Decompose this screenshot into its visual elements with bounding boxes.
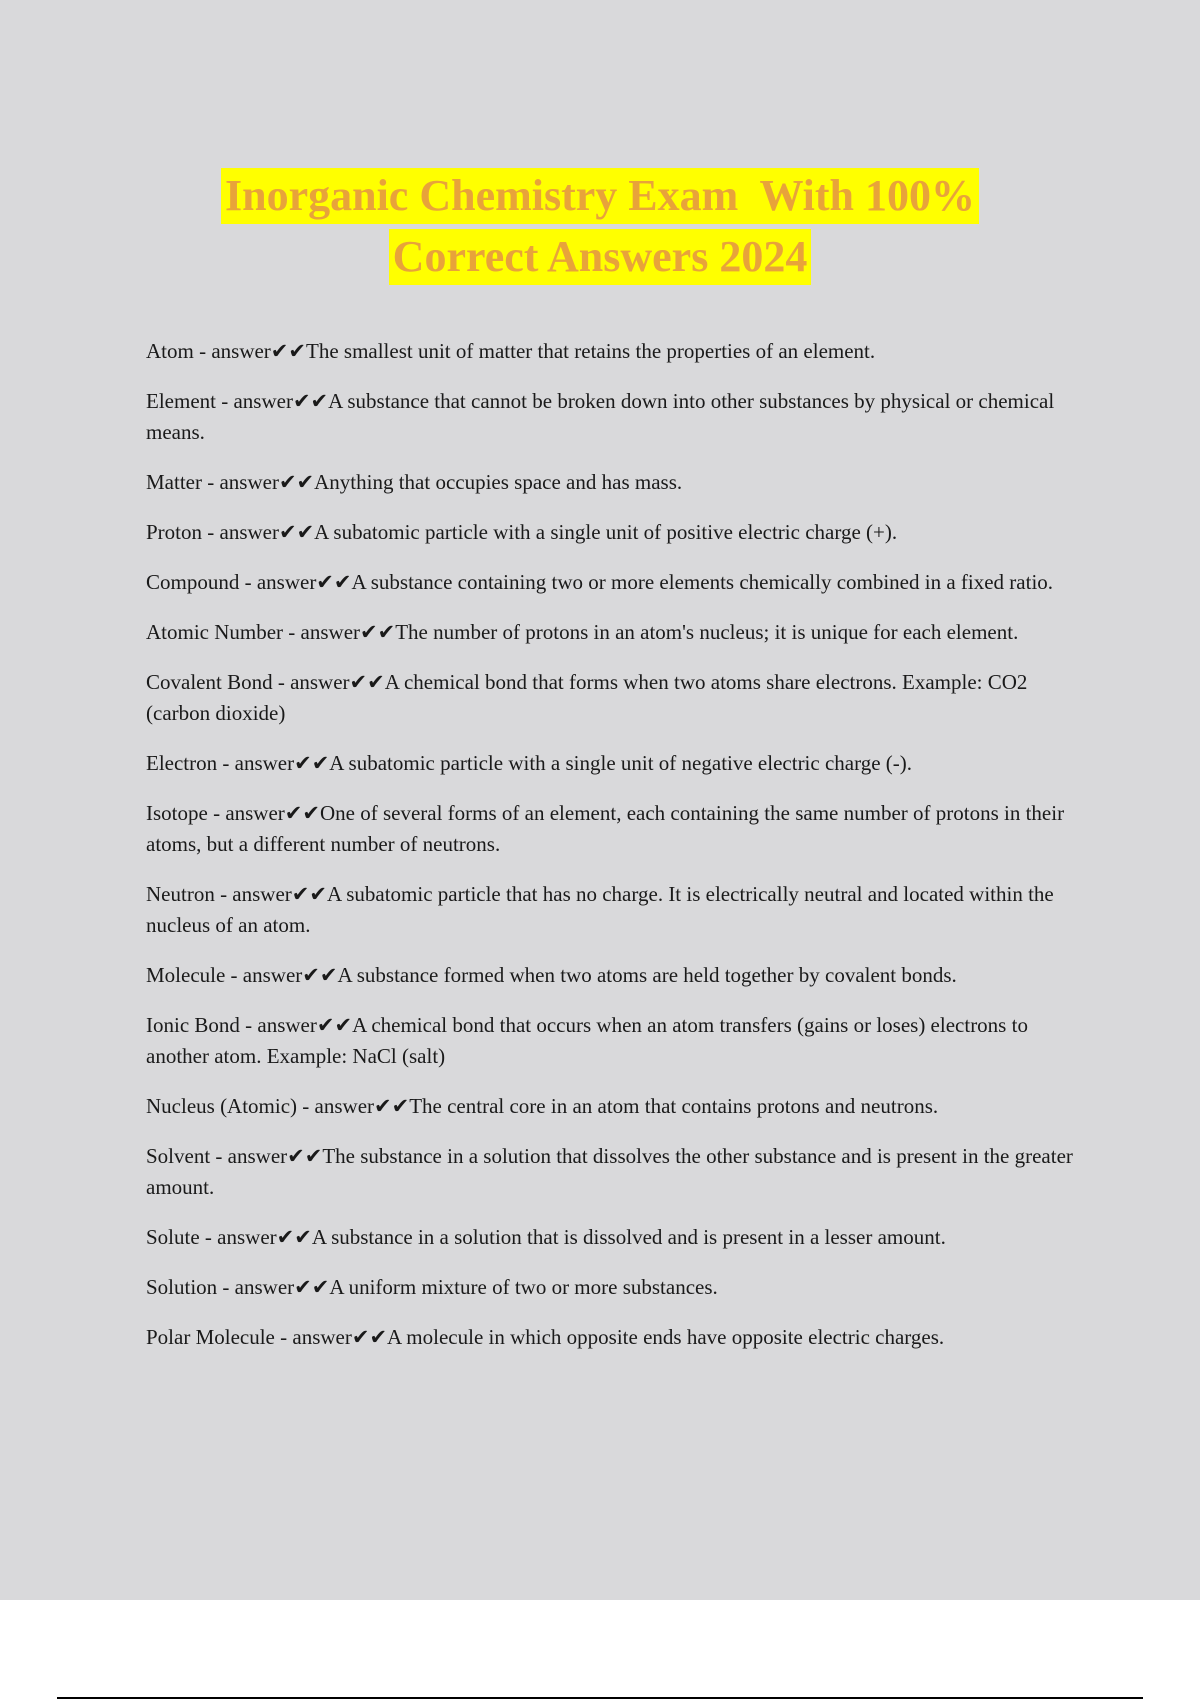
qa-entry-covalent-bond: Covalent Bond - answer✔✔A chemical bond that forms when two atoms share electrons. Example: CO2 (carbon dioxide) (146, 670, 1028, 725)
qa-entry-compound: Compound - answer✔✔A substance containing two or more elements chemically combined in a fixed ratio. (146, 570, 1054, 594)
qa-entry-atomic-number: Atomic Number - answer✔✔The number of protons in an atom's nucleus; it is unique for each element. (146, 620, 1019, 644)
qa-entry-nucleus: Nucleus (Atomic) - answer✔✔The central core in an atom that contains protons and neutrons. (146, 1094, 939, 1118)
document-title (0, 168, 1200, 290)
qa-entry-ionic-bond: Ionic Bond - answer✔✔A chemical bond that occurs when an atom transfers (gains or loses) electrons to another atom. Example: NaCl (salt) (146, 1013, 1028, 1068)
qa-entry-molecule: Molecule - answer✔✔A substance formed when two atoms are held together by covalent bonds. (146, 963, 957, 987)
qa-entry-solvent: Solvent - answer✔✔The substance in a solution that dissolves the other substance and is present in the greater amount. (146, 1144, 1073, 1199)
qa-list (146, 336, 1092, 1372)
qa-entry-matter: Matter - answer✔✔Anything that occupies space and has mass. (146, 470, 683, 494)
qa-entry-element: Element - answer✔✔A substance that cannot be broken down into other substances by physical or chemical means. (146, 389, 1055, 444)
footer-divider (57, 1697, 1143, 1699)
title-line-1: Inorganic Chemistry Exam With 100% (221, 168, 979, 224)
qa-entry-solute: Solute - answer✔✔A substance in a solution that is dissolved and is present in a lesser amount. (146, 1225, 946, 1249)
qa-entry-polar-molecule: Polar Molecule - answer✔✔A molecule in which opposite ends have opposite electric charges. (146, 1325, 945, 1349)
qa-entry-isotope: Isotope - answer✔✔One of several forms of an element, each containing the same number of protons in their atoms, but a different number of neutrons. (146, 801, 1065, 856)
title-line-2: Correct Answers 2024 (389, 229, 812, 285)
qa-entry-electron: Electron - answer✔✔A subatomic particle with a single unit of negative electric charge (-). (146, 751, 913, 775)
qa-entry-atom: Atom - answer✔✔The smallest unit of matter that retains the properties of an element. (146, 339, 876, 363)
qa-entry-proton: Proton - answer✔✔A subatomic particle with a single unit of positive electric charge (+). (146, 520, 898, 544)
qa-entry-neutron: Neutron - answer✔✔A subatomic particle that has no charge. It is electrically neutral and located within the nucleus of an atom. (146, 882, 1054, 937)
qa-entry-solution: Solution - answer✔✔A uniform mixture of two or more substances. (146, 1275, 718, 1299)
